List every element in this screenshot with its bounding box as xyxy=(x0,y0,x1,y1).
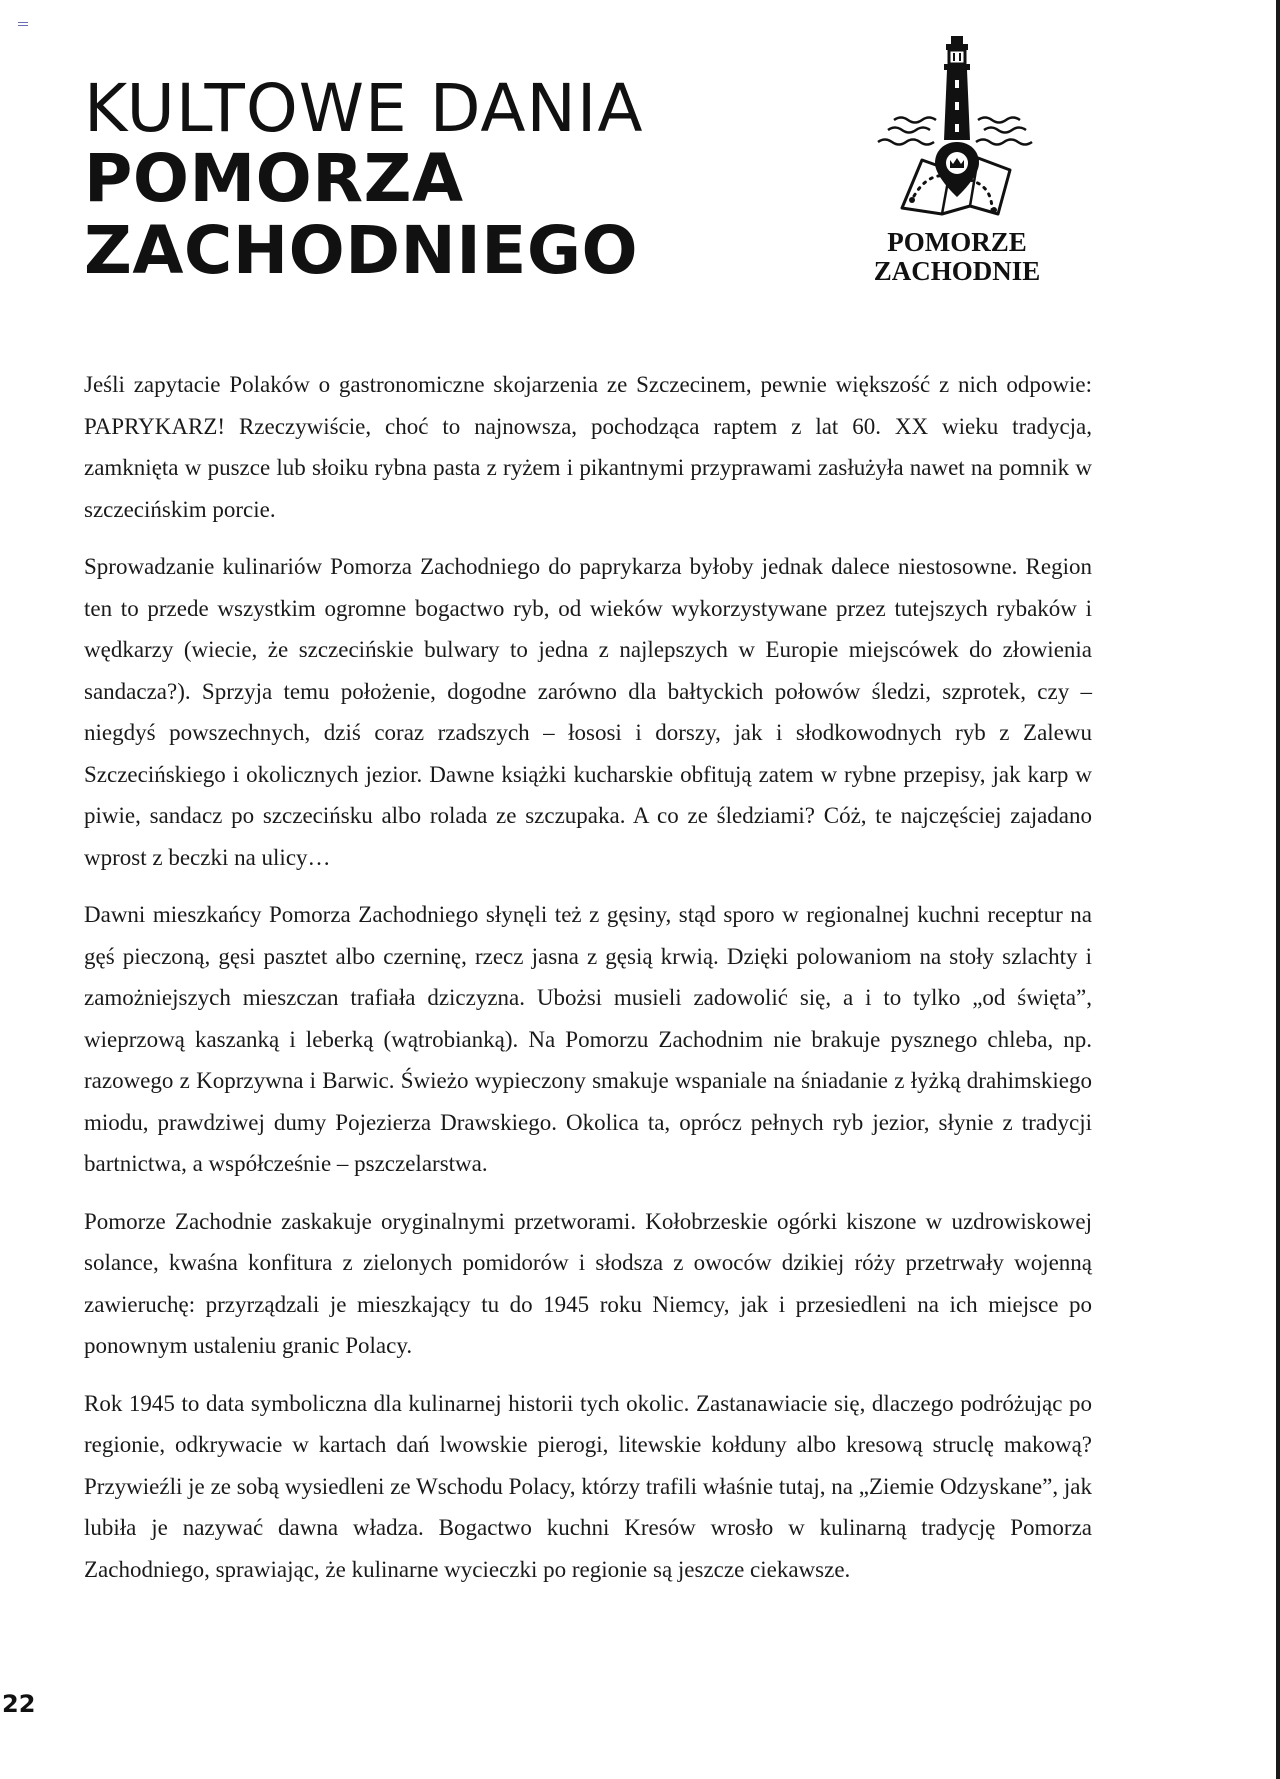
paragraph-3: Dawni mieszkańcy Pomorza Zachodniego słynęli też z gęsiny, stąd sporo w regionalnej kuchni receptur na gęś pieczoną, gęsi pasztet albo czerninę, rzecz jasna z gęsią krwią. Dzięki polowaniom na stoły szlachty i zamożniejszych mieszczan trafiała dziczyzna. Ubożsi musieli zadowolić się, a i to tylko „od święta”, wieprzową kaszanką i leberką (wątrobianką). Na Pomorzu Zachodnim nie brakuje pysznego chleba, np. razowego z Koprzywna i Barwic. Świeżo wypieczony smakuje wspaniale na śniadanie z łyżką drahimskiego miodu, prawdziwej dumy Pojezierza Drawskiego. Okolica ta, oprócz pełnych ryb jezior, słynie z tradycji bartnictwa, a współcześnie – pszczelarstwa. xyxy=(84,902,1092,1176)
menu-icon[interactable] xyxy=(18,22,28,28)
page-title-line3: ZACHODNIEGO xyxy=(84,212,639,289)
region-logo xyxy=(852,30,1062,296)
paragraph-2: Sprowadzanie kulinariów Pomorza Zachodniego do paprykarza byłoby jednak dalece niestosowne. Region ten to przede wszystkim ogromne bogactwo ryb, od wieków wykorzystywane przez tutejszych rybaków i wędkarzy (wiecie, że szczecińskie bulwary to jedna z najlepszych w Europie miejscówek do złowienia sandacza?). Sprzyja temu położenie, dogodne zarówno dla bałtyckich połowów śledzi, szprotek, czy – niegdyś powszechnych, dziś coraz rzadszych – łososi i dorszy, jak i słodkowodnych ryb z Zalewu Szczecińskiego i okolicznych jezior. Dawne książki kucharskie obfitują zatem w rybne przepisy, jak karp w piwie, sandacz po szczecińsku albo rolada ze szczupaka. A co ze śledziami? Cóż, te najczęściej zajadano wprost z beczki na ulicy… xyxy=(84,554,1092,870)
page-title xyxy=(84,70,644,290)
page-number: 22 xyxy=(2,1690,36,1718)
article-body xyxy=(84,364,1092,1606)
page-edge-divider xyxy=(1276,0,1280,1779)
paragraph-5: Rok 1945 to data symboliczna dla kulinarnej historii tych okolic. Zastanawiacie się, dlaczego podróżując po regionie, odkrywacie w kartach dań lwowskie pierogi, litewskie kołduny albo kresową struclę makową? Przywieźli je ze sobą wysiedleni ze Wschodu Polacy, którzy trafili właśnie tutaj, na „Ziemie Odzyskane”, jak lubiła je nazywać dawna władza. Bogactwo kuchni Kresów wrosło w kulinarną tradycję Pomorza Zachodniego, sprawiając, że kulinarne wycieczki po regionie są jeszcze ciekawsze. xyxy=(84,1390,1092,1582)
logo-wordmark xyxy=(852,228,1062,286)
logo-line1: POMORZE xyxy=(887,227,1027,257)
page-title-line1: KULTOWE DANIA xyxy=(84,70,644,147)
logo-line2: ZACHODNIE xyxy=(873,256,1041,286)
paragraph-1: Jeśli zapytacie Polaków o gastronomiczne skojarzenia ze Szczecinem, pewnie większość z nich odpowie: PAPRYKARZ! Rzeczywiście, choć to najnowsza, pochodząca raptem z lat 60. XX wieku tradycja, zamknięta w puszce lub słoiku rybna pasta z ryżem i pikantnymi przyprawami zasłużyła nawet na pomnik w szczecińskim porcie. xyxy=(84,372,1092,522)
lighthouse-map-pin-icon xyxy=(852,30,1062,230)
paragraph-4: Pomorze Zachodnie zaskakuje oryginalnymi przetworami. Kołobrzeskie ogórki kiszone w uzdrowiskowej solance, kwaśna konfitura z zielonych pomidorów i słodsza z owoców dzikiej róży przetrwały wojenną zawieruchę: przyrządzali je mieszkający tu do 1945 roku Niemcy, jak i przesiedleni na ich miejsce po ponownym ustaleniu granic Polacy. xyxy=(84,1208,1092,1358)
page-title-line2: POMORZA xyxy=(84,140,464,217)
